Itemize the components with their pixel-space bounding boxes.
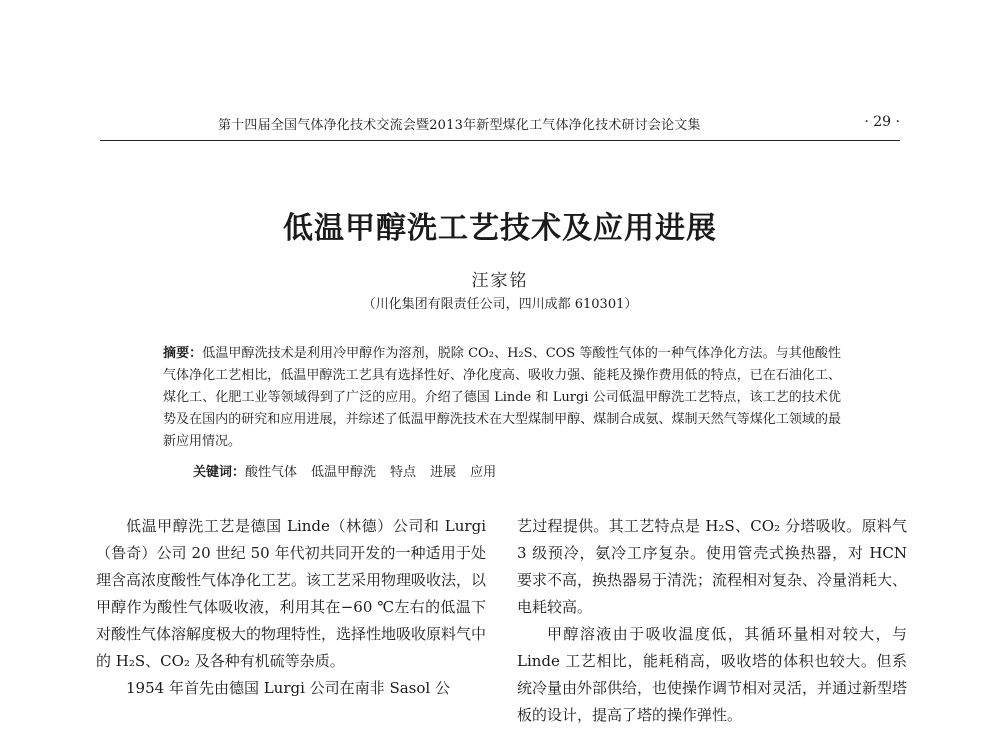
keyword: 特点 (390, 465, 417, 480)
running-title: 第十四届全国气体净化技术交流会暨2013年新型煤化工气体净化技术研讨会论文集 (218, 118, 701, 133)
affiliation: （川化集团有限责任公司，四川成都 610301） (362, 297, 638, 312)
abstract-label: 摘要： (163, 346, 203, 361)
body-paragraph: 甲醇溶液由于吸收温度低，其循环量相对较大，与 Linde 工艺相比，能耗稍高，吸收塔的体积也较大。但系统冷量由外部供给，也使操作调节相对灵活，并通过新型塔板的设计，提高了塔的操作弹性。 (517, 625, 908, 724)
abstract (163, 343, 841, 453)
author: 汪家铭 (471, 271, 529, 291)
header-rule (100, 140, 900, 141)
page-number: · 29 · (864, 114, 900, 130)
keyword: 进展 (430, 465, 457, 480)
body-paragraph: 1954 年首先由德国 Lurgi 公司在南非 Sasol 公 (126, 679, 450, 697)
keywords (193, 462, 833, 484)
keywords-label: 关键词： (193, 465, 246, 480)
abstract-text: 低温甲醇洗技术是利用冷甲醇作为溶剂，脱除 CO₂、H₂S、COS 等酸性气体的一种气体净化方法。与其他酸性气体净化工艺相比，低温甲醇洗工艺具有选择性好、净化度高、吸收力强、能耗及操作费用低的特点，已在石油化工、煤化工、化肥工业等领域得到了广泛的应用。介绍了德国 Linde 和 Lurgi 公司低温甲醇洗工艺特点，该工艺的技术优势及在国内的研究和应用进展，并综述了低温甲醇洗技术在大型煤制甲醇、煤制合成氨、煤制天然气等煤化工领域的最新应用情况。 (163, 346, 841, 449)
paper-title: 低温甲醇洗工艺技术及应用进展 (283, 211, 717, 246)
keyword: 酸性气体 (245, 465, 298, 480)
keyword: 应用 (470, 465, 497, 480)
body-paragraph: 低温甲醇洗工艺是德国 Linde（林德）公司和 Lurgi（鲁奇）公司 20 世纪 50 年代初共同开发的一种适用于处理含高浓度酸性气体净化工艺。该工艺采用物理吸收法，以甲醇作为酸性气体吸收液，利用其在−60 ℃左右的低温下对酸性气体溶解度极大的物理特性，选择性地吸收原料气中的 H₂S、CO₂ 及各种有机硫等杂质。 (96, 517, 487, 670)
running-header (100, 114, 900, 134)
body-column-left (96, 513, 486, 702)
keyword: 低温甲醇洗 (311, 465, 377, 480)
body-paragraph: 艺过程提供。其工艺特点是 H₂S、CO₂ 分塔吸收。原料气 3 级预冷，氨冷工序复杂。使用管壳式换热器，对 HCN 要求不高，换热器易于清洗；流程相对复杂、冷量消耗大、电耗较高。 (517, 517, 908, 616)
body-column-right (517, 513, 907, 729)
